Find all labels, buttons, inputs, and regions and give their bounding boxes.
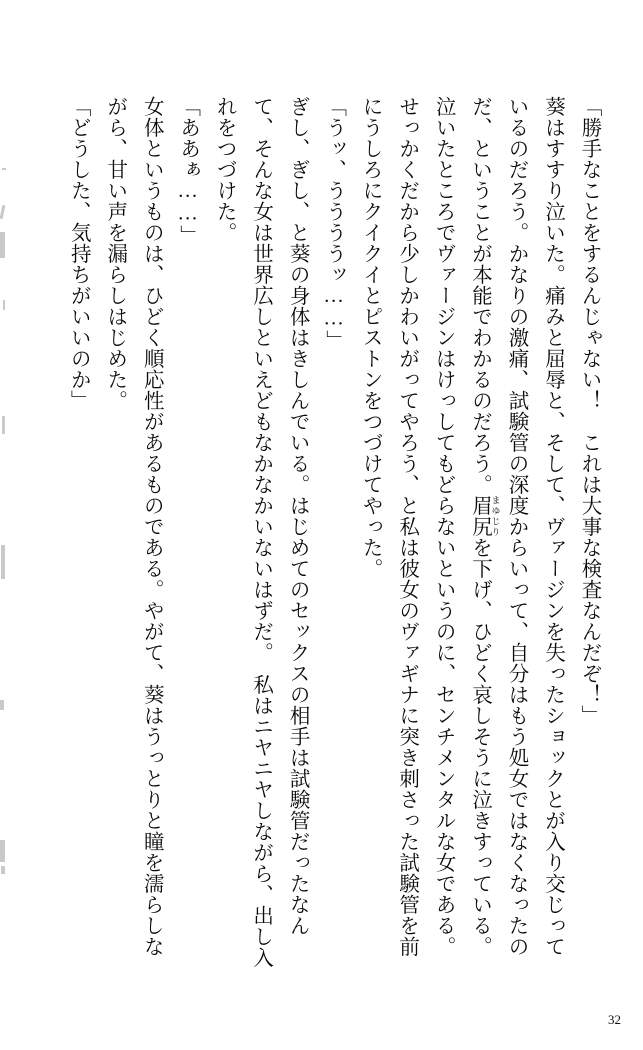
paragraph: せっかくだから少しかわいがってやろう、と私は彼女のヴァギナに突き刺さった試験管を前にうしろにクイクイとピストンをつづけてやった。 — [359, 96, 418, 957]
paragraph: 「うッ、ううううッ……」 — [322, 96, 345, 351]
paragraph: ぎし、ぎし、と葵の身体はきしんでいる。はじめてのセックスの相手は試験管だったなんて、そんな女は世界広しといえどもなかなかいないはずだ。 私はニヤニヤしながら、出し入れをつづけた。 — [213, 96, 309, 968]
paragraph — [425, 96, 571, 976]
page-number: 32 — [608, 1012, 621, 1027]
ruby-annotation: 眉尻 まゆじり — [468, 495, 501, 537]
paragraph-text: 葵はすすり泣いた。痛みと屈辱と、そして、ヴァージンを失ったショックとが入り交じっているのだろう。かなりの激痛、試験管の深度からいって、自分はもう処女ではなくなったのだ、ということが本能でわかるのだろう。眉尻 まゆじりを下げ、ひどく哀しそうに泣きすっている。泣いたところでヴァージンはけっしてもどらないというのに、センチメンタルな女である。 — [432, 96, 564, 957]
page-body-text — [47, 96, 607, 976]
paragraph: 「ああぁ……」 — [176, 96, 199, 246]
paragraph: 女体というものは、ひどく順応性があるものである。やがて、葵はうっとりと瞳を濡らしながら、甘い声を漏らしはじめた。 — [103, 96, 163, 957]
paragraph: 「勝手なことをするんじゃない！ これは大事な検査なんだぞ！」 — [578, 96, 600, 726]
scan-edge-artifacts — [0, 0, 18, 1050]
paragraph: 「どうした、気持ちがいいのか」 — [67, 96, 90, 411]
